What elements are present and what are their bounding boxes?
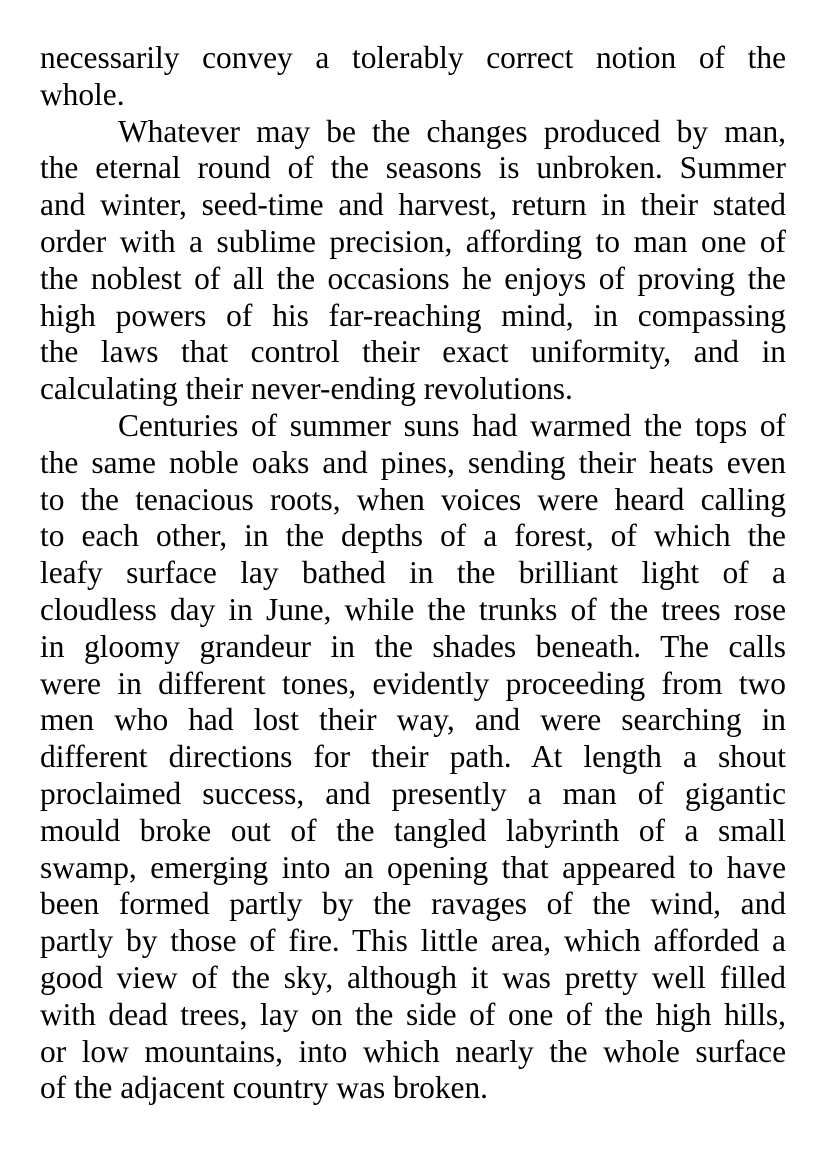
text-line: to each other, in the depths of a forest, of which the — [40, 518, 786, 554]
text-line: to the tenacious roots, when voices were heard calling — [40, 481, 786, 517]
text-line: necessarily convey a tolerably correct notion of the — [40, 40, 786, 75]
text-line: mould broke out of the tangled labyrinth of a small — [40, 812, 786, 848]
text-line: cloudless day in June, while the trunks of the trees rose — [40, 591, 786, 627]
text-line: the eternal round of the seasons is unbroken. Summer — [40, 150, 786, 186]
text-line: calculating their never-ending revolutions. — [40, 371, 573, 407]
text-line: with dead trees, lay on the side of one of the high hills, — [40, 996, 786, 1032]
text-line: been formed partly by the ravages of the wind, and — [40, 886, 786, 922]
text-line: different directions for their path. At length a shout — [40, 739, 786, 775]
text-line: men who had lost their way, and were searching in — [40, 702, 786, 738]
text-line: were in different tones, evidently proceeding from two — [40, 665, 786, 701]
paragraph-1 — [40, 40, 786, 114]
text-line: partly by those of fire. This little area, which afforded a — [40, 923, 786, 959]
text-line: or low mountains, into which nearly the whole surface — [40, 1033, 786, 1069]
text-line: Whatever may be the changes produced by man, — [118, 113, 786, 149]
text-line: whole. — [40, 76, 125, 112]
document-page — [40, 40, 786, 1107]
text-line: swamp, emerging into an opening that appeared to have — [40, 849, 786, 885]
paragraph-3 — [40, 408, 786, 1107]
text-line: and winter, seed-time and harvest, return in their stated — [40, 187, 786, 223]
text-line: leafy surface lay bathed in the brilliant light of a — [40, 555, 786, 591]
text-line: order with a sublime precision, affording to man one of — [40, 223, 786, 259]
text-line: Centuries of summer suns had warmed the tops of — [118, 407, 786, 443]
text-line: the same noble oaks and pines, sending their heats even — [40, 444, 786, 480]
text-line: in gloomy grandeur in the shades beneath. The calls — [40, 628, 786, 664]
text-line: proclaimed success, and presently a man of gigantic — [40, 775, 786, 811]
text-line: high powers of his far-reaching mind, in compassing — [40, 297, 786, 333]
paragraph-2 — [40, 114, 786, 408]
text-line: of the adjacent country was broken. — [40, 1070, 489, 1106]
text-line: good view of the sky, although it was pretty well filled — [40, 959, 786, 995]
text-line: the laws that control their exact uniformity, and in — [40, 334, 786, 370]
text-line: the noblest of all the occasions he enjoys of proving the — [40, 260, 786, 296]
